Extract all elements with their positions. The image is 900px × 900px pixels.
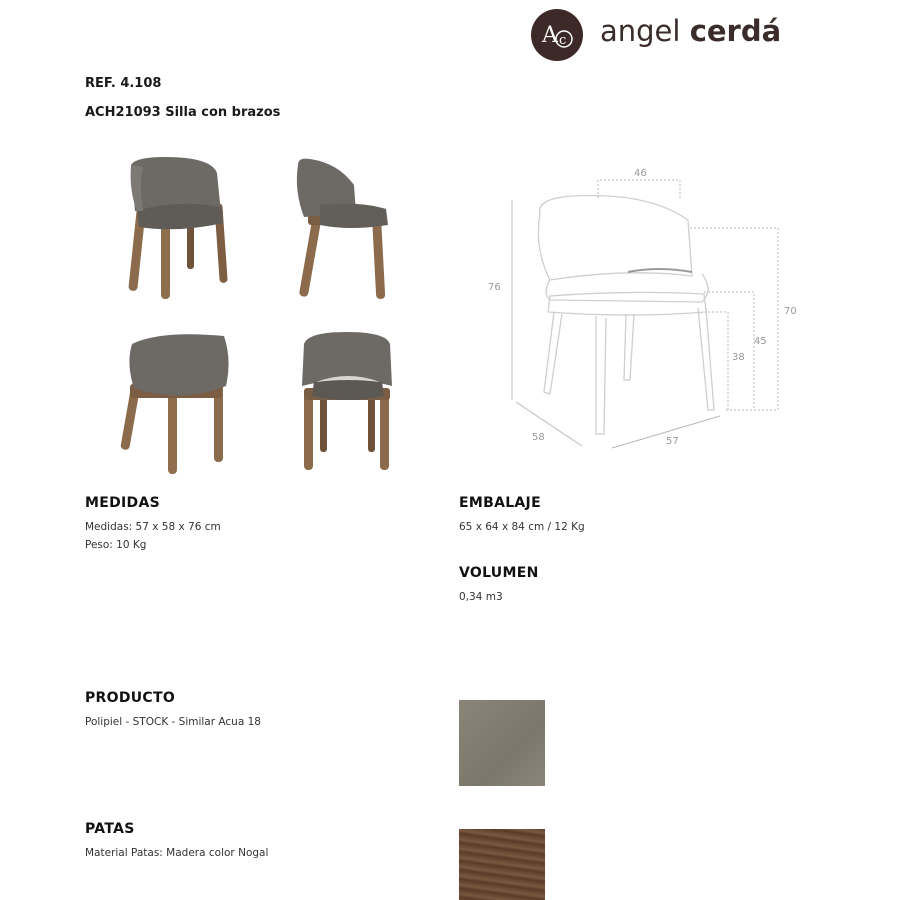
producto-title: PRODUCTO — [85, 690, 176, 706]
embalaje-line: 65 x 64 x 84 cm / 12 Kg — [459, 521, 585, 533]
chair-photo-back — [120, 330, 235, 475]
dim-top-width-label: 46 — [634, 168, 647, 179]
brand-name-light: angel — [600, 14, 681, 48]
dim-total-height-label: 76 — [488, 282, 501, 293]
wood-swatch — [459, 829, 545, 900]
dim-seat-back-label: 45 — [754, 336, 767, 347]
medidas-line-weight: Peso: 10 Kg — [85, 539, 147, 551]
volumen-line: 0,34 m3 — [459, 591, 503, 603]
patas-title: PATAS — [85, 821, 135, 837]
svg-text:c: c — [559, 33, 567, 48]
chair-dimension-diagram — [478, 162, 808, 462]
chair-photo-front — [298, 330, 398, 475]
producto-line: Polipiel - STOCK - Similar Acua 18 — [85, 716, 261, 728]
embalaje-title: EMBALAJE — [459, 495, 541, 511]
patas-line: Material Patas: Madera color Nogal — [85, 847, 269, 859]
medidas-line-dimensions: Medidas: 57 x 58 x 76 cm — [85, 521, 221, 533]
dim-arm-height-label: 70 — [784, 306, 797, 317]
brand-mark-letter-a: A — [542, 23, 558, 48]
chair-photo-side — [290, 155, 395, 305]
brand-mark-icon — [528, 4, 586, 62]
volumen-title: VOLUMEN — [459, 565, 539, 581]
medidas-title: MEDIDAS — [85, 495, 160, 511]
dim-depth-label: 58 — [532, 432, 545, 443]
brand-name-bold: cerdá — [689, 14, 782, 48]
brand-logo — [528, 4, 828, 64]
brand-wordmark — [600, 14, 781, 48]
dim-width-label: 57 — [666, 436, 679, 447]
chair-photo-front-three-quarter — [125, 155, 235, 305]
dim-seat-height-label: 38 — [732, 352, 745, 363]
product-ref: REF. 4.108 — [85, 76, 162, 91]
upholstery-swatch — [459, 700, 545, 786]
product-model: ACH21093 Silla con brazos — [85, 105, 281, 120]
